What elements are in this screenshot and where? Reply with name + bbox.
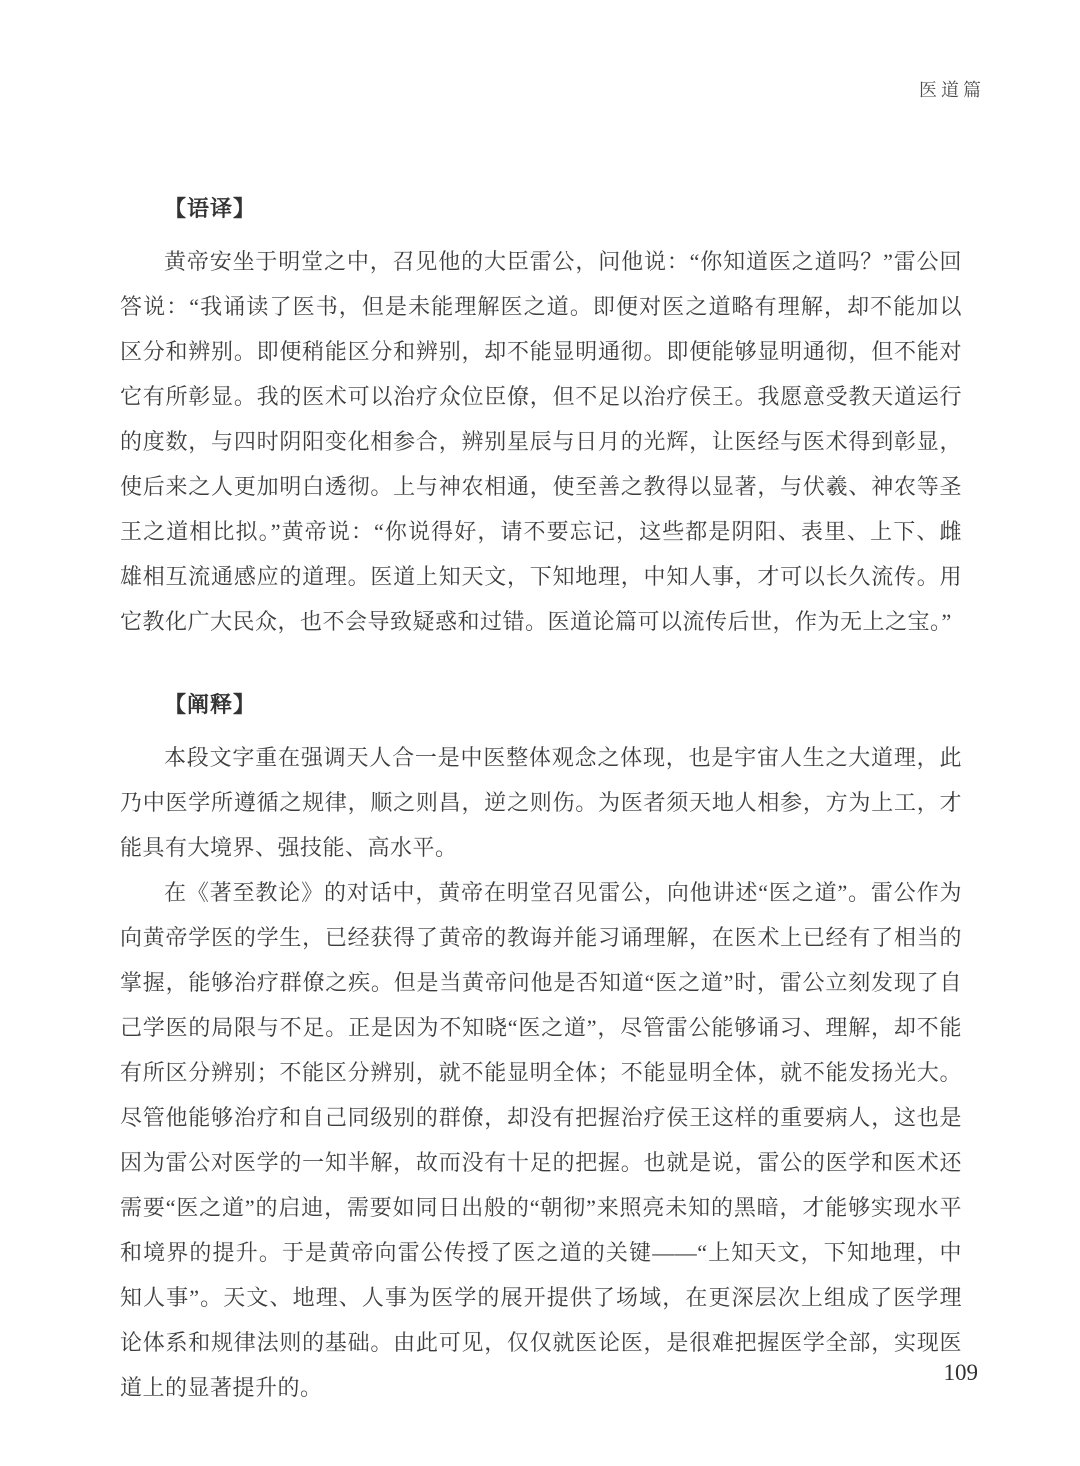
running-header: 医道篇	[919, 80, 985, 100]
text-section	[120, 682, 962, 1410]
page-content	[120, 186, 962, 1410]
paragraph: 黄帝安坐于明堂之中，召见他的大臣雷公，问他说：“你知道医之道吗？”雷公回答说：“我诵读了医书，但是未能理解医之道。即便对医之道略有理解，却不能加以区分和辨别。即便稍能区分和辨别，却不能显明通彻。即便能够显明通彻，但不能对它有所彰显。我的医术可以治疗众位臣僚，但不足以治疗侯王。我愿意受教天道运行的度数，与四时阴阳变化相参合，辨别星辰与日月的光辉，让医经与医术得到彰显，使后来之人更加明白透彻。上与神农相通，使至善之教得以显著，与伏羲、神农等圣王之道相比拟。”黄帝说：“你说得好，请不要忘记，这些都是阴阳、表里、上下、雌雄相互流通感应的道理。医道上知天文，下知地理，中知人事，才可以长久流传。用它教化广大民众，也不会导致疑惑和过错。医道论篇可以流传后世，作为无上之宝。”	[120, 249, 962, 634]
page-number: 109	[943, 1360, 978, 1385]
text-section	[120, 186, 962, 644]
section-heading: 【阐释】	[164, 692, 257, 717]
section-heading: 【语译】	[164, 196, 257, 221]
paragraph: 本段文字重在强调天人合一是中医整体观念之体现，也是宇宙人生之大道理，此乃中医学所遵循之规律，顺之则昌，逆之则伤。为医者须天地人相参，方为上工，才能具有大境界、强技能、高水平。	[120, 745, 962, 860]
paragraph: 在《著至教论》的对话中，黄帝在明堂召见雷公，向他讲述“医之道”。雷公作为向黄帝学医的学生，已经获得了黄帝的教诲并能习诵理解，在医术上已经有了相当的掌握，能够治疗群僚之疾。但是当黄帝问他是否知道“医之道”时，雷公立刻发现了自己学医的局限与不足。正是因为不知晓“医之道”，尽管雷公能够诵习、理解，却不能有所区分辨别；不能区分辨别，就不能显明全体；不能显明全体，就不能发扬光大。尽管他能够治疗和自己同级别的群僚，却没有把握治疗侯王这样的重要病人，这也是因为雷公对医学的一知半解，故而没有十足的把握。也就是说，雷公的医学和医术还需要“医之道”的启迪，需要如同日出般的“朝彻”来照亮未知的黑暗，才能够实现水平和境界的提升。于是黄帝向雷公传授了医之道的关键——“上知天文，下知地理，中知人事”。天文、地理、人事为医学的展开提供了场域，在更深层次上组成了医学理论体系和规律法则的基础。由此可见，仅仅就医论医，是很难把握医学全部，实现医道上的显著提升的。	[120, 880, 962, 1400]
